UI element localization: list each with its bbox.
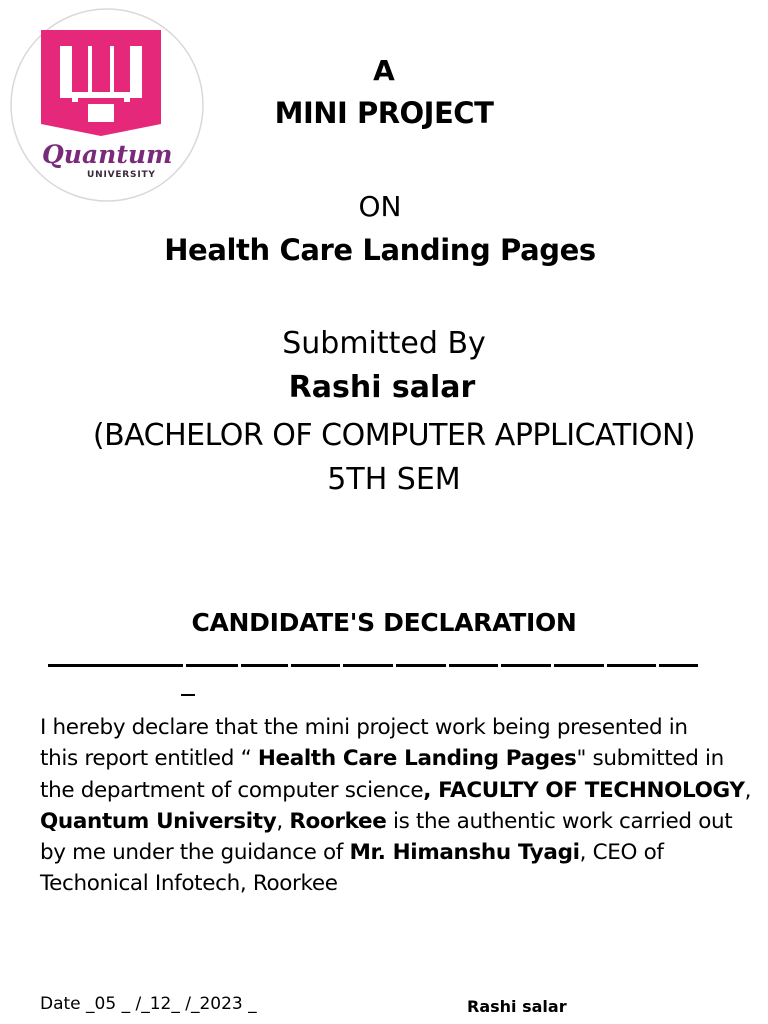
logo-wordmark: Quantum: [42, 140, 173, 169]
student-name: Rashi salar: [288, 370, 476, 405]
underline-gap: [604, 662, 607, 669]
declaration-text: Quantum University: [40, 808, 277, 834]
cover-mini-project: MINI PROJECT: [274, 96, 494, 130]
declaration-text: ,: [744, 777, 752, 803]
declaration-text: I hereby declare that the mini project work being presented in: [40, 715, 688, 740]
underline-gap: [498, 662, 501, 669]
underline-gap: [340, 662, 343, 669]
declaration-text: this report entitled “: [40, 746, 258, 772]
declaration-text: " submitted in: [576, 746, 724, 772]
declaration-text: , CEO of: [579, 840, 664, 866]
declaration-line: [40, 775, 750, 806]
declaration-text: by me under the guidance of: [40, 840, 350, 866]
logo-subtitle: UNIVERSITY: [87, 170, 156, 180]
underline-gap: [288, 662, 291, 669]
underline-gap: [393, 662, 396, 669]
underline-gap: [183, 662, 186, 669]
underline-gap: [656, 662, 659, 669]
declaration-line: [40, 806, 750, 837]
declaration-text: Techonical Infotech, Roorkee: [40, 871, 338, 897]
cover-line-a: A: [373, 54, 395, 87]
semester: 5TH SEM: [327, 462, 461, 497]
declaration-paragraph: [40, 712, 750, 900]
submitted-by-label: Submitted By: [282, 326, 486, 361]
cover-line-on: ON: [358, 190, 402, 223]
declaration-line: [40, 868, 750, 899]
underline-bar: [48, 664, 698, 667]
declaration-text: Health Care Landing Pages: [257, 746, 577, 772]
project-title: Health Care Landing Pages: [164, 233, 596, 267]
underline-gap: [446, 662, 449, 669]
underline-gap: [551, 662, 554, 669]
declaration-line: [40, 837, 750, 868]
declaration-text: , FACULTY OF TECHNOLOGY: [423, 777, 745, 803]
underline-tail: [181, 694, 195, 696]
declaration-text: Roorkee: [289, 808, 387, 834]
declaration-line: [40, 743, 750, 774]
declaration-text: is the authentic work carried out: [386, 808, 733, 834]
heading-underline: [48, 650, 698, 690]
declaration-heading: CANDIDATE'S DECLARATION: [191, 608, 577, 637]
declaration-text: ,: [276, 808, 290, 834]
course-name: (BACHELOR OF COMPUTER APPLICATION): [92, 418, 696, 453]
date-line: Date _05 _ /_12_ /_2023 _: [40, 994, 257, 1014]
declaration-text: Mr. Himanshu Tyagi: [349, 840, 580, 866]
underline-gap: [238, 662, 241, 669]
signer-name: Rashi salar: [467, 997, 567, 1016]
declaration-text: the department of computer science: [40, 777, 424, 803]
declaration-line: [40, 712, 750, 743]
